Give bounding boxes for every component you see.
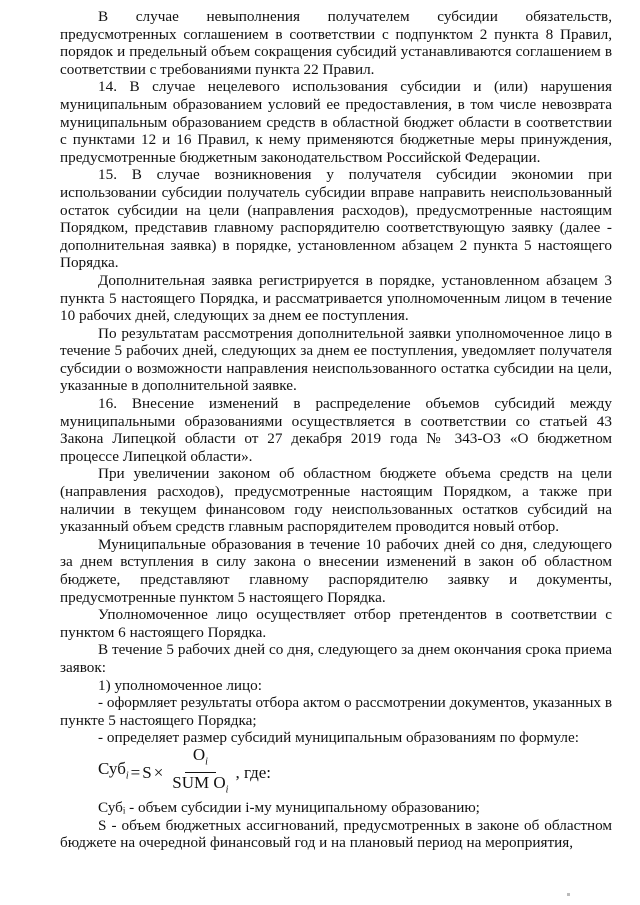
formula-fraction (168, 746, 232, 800)
formula-denominator: SUM $O_i$ (172, 773, 229, 796)
paragraph-15: 15. В случае возникновения у получателя субсидии экономии при использовании субсидии получатель субсидии вправе направить неиспользованный остаток субсидии на цели (направления расходов), предусмотренные настоящим Порядком, представив главному распорядителю соответствующую заявку (далее - дополнительная заявка) в порядке, установленном абзацем 2 пункта 5 настоящего Порядка. (60, 166, 612, 272)
paragraph-act: - оформляет результаты отбора актом о рассмотрении документов, указанных в пункте 5 настоящего Порядка; (60, 694, 612, 729)
subsidy-formula (98, 745, 612, 796)
paragraph-additional-application: Дополнительная заявка регистрируется в порядке, установленном абзацем 3 пункта 5 настоящего Порядка, и рассматривается уполномоченным лицом в течение 10 рабочих дней, следующих за днем ее поступления. (60, 271, 612, 325)
paragraph-municipal-submission: Муниципальные образования в течение 10 рабочих дней со дня, следующего за днем вступления в силу закона о внесении изменений в закон об областном бюджете, представляют главному распорядителю заявку и документы, предусмотренные пунктом 5 настоящего Порядка. (60, 535, 612, 606)
paragraph-16: 16. Внесение изменений в распределение объемов субсидий между муниципальными образованиями осуществляется в соответствии со статьей 43 Закона Липецкой области от 27 декабря 2019 года № 343-ОЗ «О бюджетном процессе Липецкой области». (60, 395, 612, 465)
formula-times: × (153, 763, 164, 783)
paragraph-definition-s: S - объем бюджетных ассигнований, предусмотренных в законе об областном бюджете на очередной финансовый год и на плановый период на мероприятия, (60, 816, 612, 852)
paragraph-item-1: 1) уполномоченное лицо: (98, 676, 262, 694)
paragraph-formula-intro: - определяет размер субсидий муниципальным образованиям по формуле: (98, 729, 579, 747)
paragraph-review-results: По результатам рассмотрения дополнительной заявки уполномоченное лицо в течение 5 рабочих дней, следующих за днем ее поступления, уведомляет получателя субсидии о возможности направления неиспользованного остатка субсидии на цели, указанные в дополнительной заявке. (60, 324, 612, 395)
formula-factor: S (142, 763, 152, 783)
paragraph-penalty-reduction: В случае невыполнения получателем субсидии обязательств, предусмотренных соглашением в соответствии с подпунктом 2 пункта 8 Правил, порядок и предельный объем сокращения субсидий устанавливаются соглашением в соответствии с требованиями пункта 22 Правил. (60, 8, 612, 78)
formula-lhs: Суб$_i$ (98, 759, 129, 782)
paragraph-14: 14. В случае нецелевого использования субсидии и (или) нарушения муниципальным образованием условий ее предоставления, в том числе невозврата муниципальным образованием средств в областной бюджет области в соответствии с пунктами 12 и 16 Правил, к нему применяются бюджетные меры принуждения, предусмотренные бюджетным законодательством Российской Федерации. (60, 78, 612, 166)
formula-numerator: $O_i$ (185, 746, 216, 773)
document-body (60, 8, 612, 852)
formula-tail: , где: (235, 763, 271, 783)
paragraph-definition-sub: Субᵢ - объем субсидии i-му муниципальному образованию; (98, 798, 480, 816)
scan-speck (567, 893, 570, 896)
paragraph-budget-increase: При увеличении законом об областном бюджете объема средств на цели (направления расходов), предусмотренные настоящим Порядком, а также при наличии в текущем финансовом году неиспользованных остатков субсидий на указанный объем средств главным распорядителем проводится новый отбор. (60, 465, 612, 536)
paragraph-selection: Уполномоченное лицо осуществляет отбор претендентов в соответствии с пунктом 6 настоящего Порядка. (60, 606, 612, 641)
paragraph-deadline: В течение 5 рабочих дней со дня, следующего за днем окончания срока приема заявок: (60, 641, 612, 676)
formula-equals: = (130, 763, 141, 783)
